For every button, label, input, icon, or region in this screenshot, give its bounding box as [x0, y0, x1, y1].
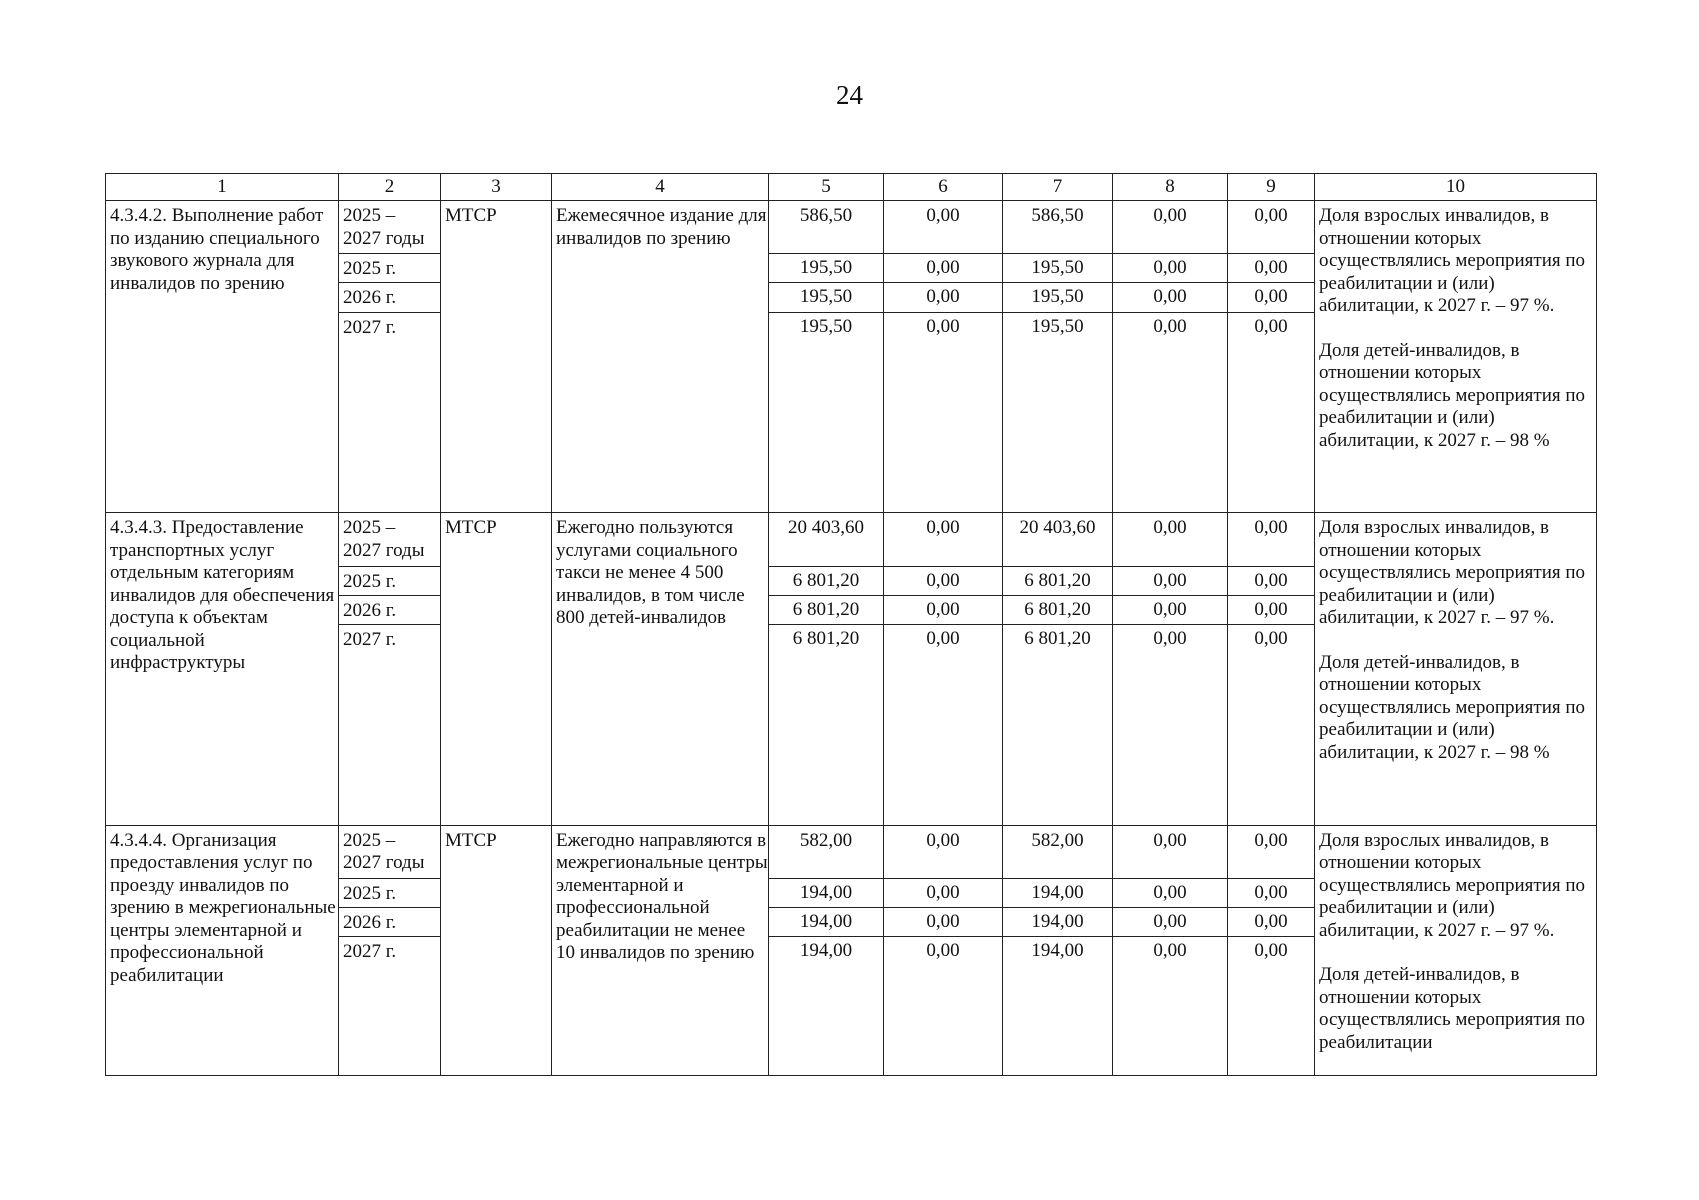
period-label: 2025 – 2027 годы — [339, 825, 441, 878]
period-label: 2027 г. — [339, 312, 441, 513]
value-cell: 0,00 — [884, 908, 1003, 937]
value-cell: 586,50 — [769, 201, 884, 254]
indicator-cell — [1315, 201, 1597, 513]
value-cell: 0,00 — [884, 201, 1003, 254]
indicator-cell — [1315, 513, 1597, 825]
indicator-children: Доля детей-инвалидов, в отношении которых осуществлялись мероприятия по реабилитации и (или) абилитации, к 2027 г. – 98 % — [1319, 651, 1586, 763]
value-cell: 0,00 — [1228, 937, 1315, 1076]
value-cell: 0,00 — [1113, 201, 1228, 254]
value-cell: 0,00 — [1113, 879, 1228, 908]
value-cell: 0,00 — [1113, 566, 1228, 595]
value-cell: 195,50 — [1003, 283, 1113, 312]
indicator-adults: Доля взрослых инвалидов, в отношении которых осуществлялись мероприятия по реабилитации и (или) абилитации, к 2027 г. – 97 %. — [1319, 205, 1586, 317]
value-cell: 0,00 — [884, 312, 1003, 513]
value-cell: 0,00 — [884, 624, 1003, 825]
value-cell: 0,00 — [1228, 283, 1315, 312]
value-cell: 0,00 — [884, 254, 1003, 283]
period-label: 2025 г. — [339, 566, 441, 595]
header-cell: 6 — [884, 174, 1003, 201]
executor: МТСР — [441, 825, 552, 1075]
value-cell: 0,00 — [1228, 825, 1315, 878]
value-cell: 194,00 — [769, 879, 884, 908]
header-cell: 10 — [1315, 174, 1597, 201]
program-table — [105, 173, 1597, 1076]
executor: МТСР — [441, 201, 552, 513]
value-cell: 586,50 — [1003, 201, 1113, 254]
paragraph-gap — [1319, 318, 1596, 340]
header-cell: 4 — [552, 174, 769, 201]
value-cell: 0,00 — [1113, 283, 1228, 312]
period-label: 2026 г. — [339, 283, 441, 312]
value-cell: 194,00 — [769, 908, 884, 937]
value-cell: 194,00 — [1003, 908, 1113, 937]
period-label: 2027 г. — [339, 624, 441, 825]
value-cell: 194,00 — [1003, 937, 1113, 1076]
header-row — [106, 174, 1597, 201]
value-cell: 0,00 — [884, 283, 1003, 312]
value-cell: 0,00 — [1228, 312, 1315, 513]
value-cell: 0,00 — [1113, 825, 1228, 878]
value-cell: 0,00 — [1228, 908, 1315, 937]
value-cell: 195,50 — [769, 283, 884, 312]
header-cell: 9 — [1228, 174, 1315, 201]
period-label: 2026 г. — [339, 908, 441, 937]
value-cell: 0,00 — [884, 566, 1003, 595]
value-cell: 195,50 — [769, 312, 884, 513]
value-cell: 0,00 — [1228, 254, 1315, 283]
indicator-adults: Доля взрослых инвалидов, в отношении которых осуществлялись мероприятия по реабилитации и (или) абилитации, к 2027 г. – 97 %. — [1319, 517, 1586, 629]
value-cell: 20 403,60 — [769, 513, 884, 566]
value-cell: 0,00 — [1113, 312, 1228, 513]
value-cell: 6 801,20 — [769, 566, 884, 595]
value-cell: 195,50 — [769, 254, 884, 283]
indicator-children: Доля детей-инвалидов, в отношении которых осуществлялись мероприятия по реабилитации — [1319, 964, 1586, 1053]
value-cell: 0,00 — [884, 595, 1003, 624]
table-row — [106, 825, 1597, 878]
page-number: 24 — [836, 80, 863, 110]
value-cell: 0,00 — [884, 513, 1003, 566]
executor: МТСР — [441, 513, 552, 825]
value-cell: 0,00 — [884, 937, 1003, 1076]
expected-result: Ежегодно пользуются услугами социального такси не менее 4 500 инвалидов, в том числе 800 детей-инвалидов — [552, 513, 769, 825]
paragraph-gap — [1319, 942, 1596, 964]
indicator-children: Доля детей-инвалидов, в отношении которых осуществлялись мероприятия по реабилитации и (или) абилитации, к 2027 г. – 98 % — [1319, 339, 1586, 451]
header-cell: 7 — [1003, 174, 1113, 201]
measure-name: 4.3.4.3. Предоставление транспортных услуг отдельным категориям инвалидов для обеспечения доступа к объектам социальной инфраструктуры — [106, 513, 339, 825]
table-row — [106, 201, 1597, 254]
period-label: 2027 г. — [339, 937, 441, 1076]
value-cell: 0,00 — [1228, 595, 1315, 624]
period-label: 2025 г. — [339, 879, 441, 908]
value-cell: 6 801,20 — [1003, 595, 1113, 624]
value-cell: 0,00 — [1113, 937, 1228, 1076]
value-cell: 582,00 — [769, 825, 884, 878]
header-cell: 2 — [339, 174, 441, 201]
value-cell: 0,00 — [1113, 908, 1228, 937]
measure-name: 4.3.4.4. Организация предоставления услуг по проезду инвалидов по зрению в межрегиональные центры элементарной и профессиональной реабилитации — [106, 825, 339, 1075]
value-cell: 0,00 — [1228, 566, 1315, 595]
value-cell: 0,00 — [1228, 879, 1315, 908]
indicator-adults: Доля взрослых инвалидов, в отношении которых осуществлялись мероприятия по реабилитации и (или) абилитации, к 2027 г. – 97 %. — [1319, 829, 1586, 941]
value-cell: 194,00 — [1003, 879, 1113, 908]
period-label: 2025 – 2027 годы — [339, 201, 441, 254]
header-cell: 1 — [106, 174, 339, 201]
period-label: 2025 – 2027 годы — [339, 513, 441, 566]
value-cell: 6 801,20 — [1003, 624, 1113, 825]
paragraph-gap — [1319, 630, 1596, 652]
value-cell: 0,00 — [1228, 513, 1315, 566]
expected-result: Ежегодно направляются в межрегиональные центры элементарной и профессиональной реабилитации не менее 10 инвалидов по зрению — [552, 825, 769, 1075]
value-cell: 20 403,60 — [1003, 513, 1113, 566]
value-cell: 6 801,20 — [1003, 566, 1113, 595]
value-cell: 0,00 — [1113, 513, 1228, 566]
measure-name: 4.3.4.2. Выполнение работ по изданию специального звукового журнала для инвалидов по зрению — [106, 201, 339, 513]
value-cell: 0,00 — [1113, 595, 1228, 624]
value-cell: 0,00 — [884, 879, 1003, 908]
indicator-cell — [1315, 825, 1597, 1075]
value-cell: 0,00 — [1228, 624, 1315, 825]
value-cell: 0,00 — [1228, 201, 1315, 254]
value-cell: 582,00 — [1003, 825, 1113, 878]
value-cell: 194,00 — [769, 937, 884, 1076]
table-row — [106, 513, 1597, 566]
value-cell: 6 801,20 — [769, 624, 884, 825]
header-cell: 5 — [769, 174, 884, 201]
value-cell: 0,00 — [884, 825, 1003, 878]
header-cell: 3 — [441, 174, 552, 201]
value-cell: 0,00 — [1113, 624, 1228, 825]
expected-result: Ежемесячное издание для инвалидов по зрению — [552, 201, 769, 513]
value-cell: 0,00 — [1113, 254, 1228, 283]
header-cell: 8 — [1113, 174, 1228, 201]
value-cell: 195,50 — [1003, 312, 1113, 513]
period-label: 2025 г. — [339, 254, 441, 283]
value-cell: 195,50 — [1003, 254, 1113, 283]
value-cell: 6 801,20 — [769, 595, 884, 624]
period-label: 2026 г. — [339, 595, 441, 624]
